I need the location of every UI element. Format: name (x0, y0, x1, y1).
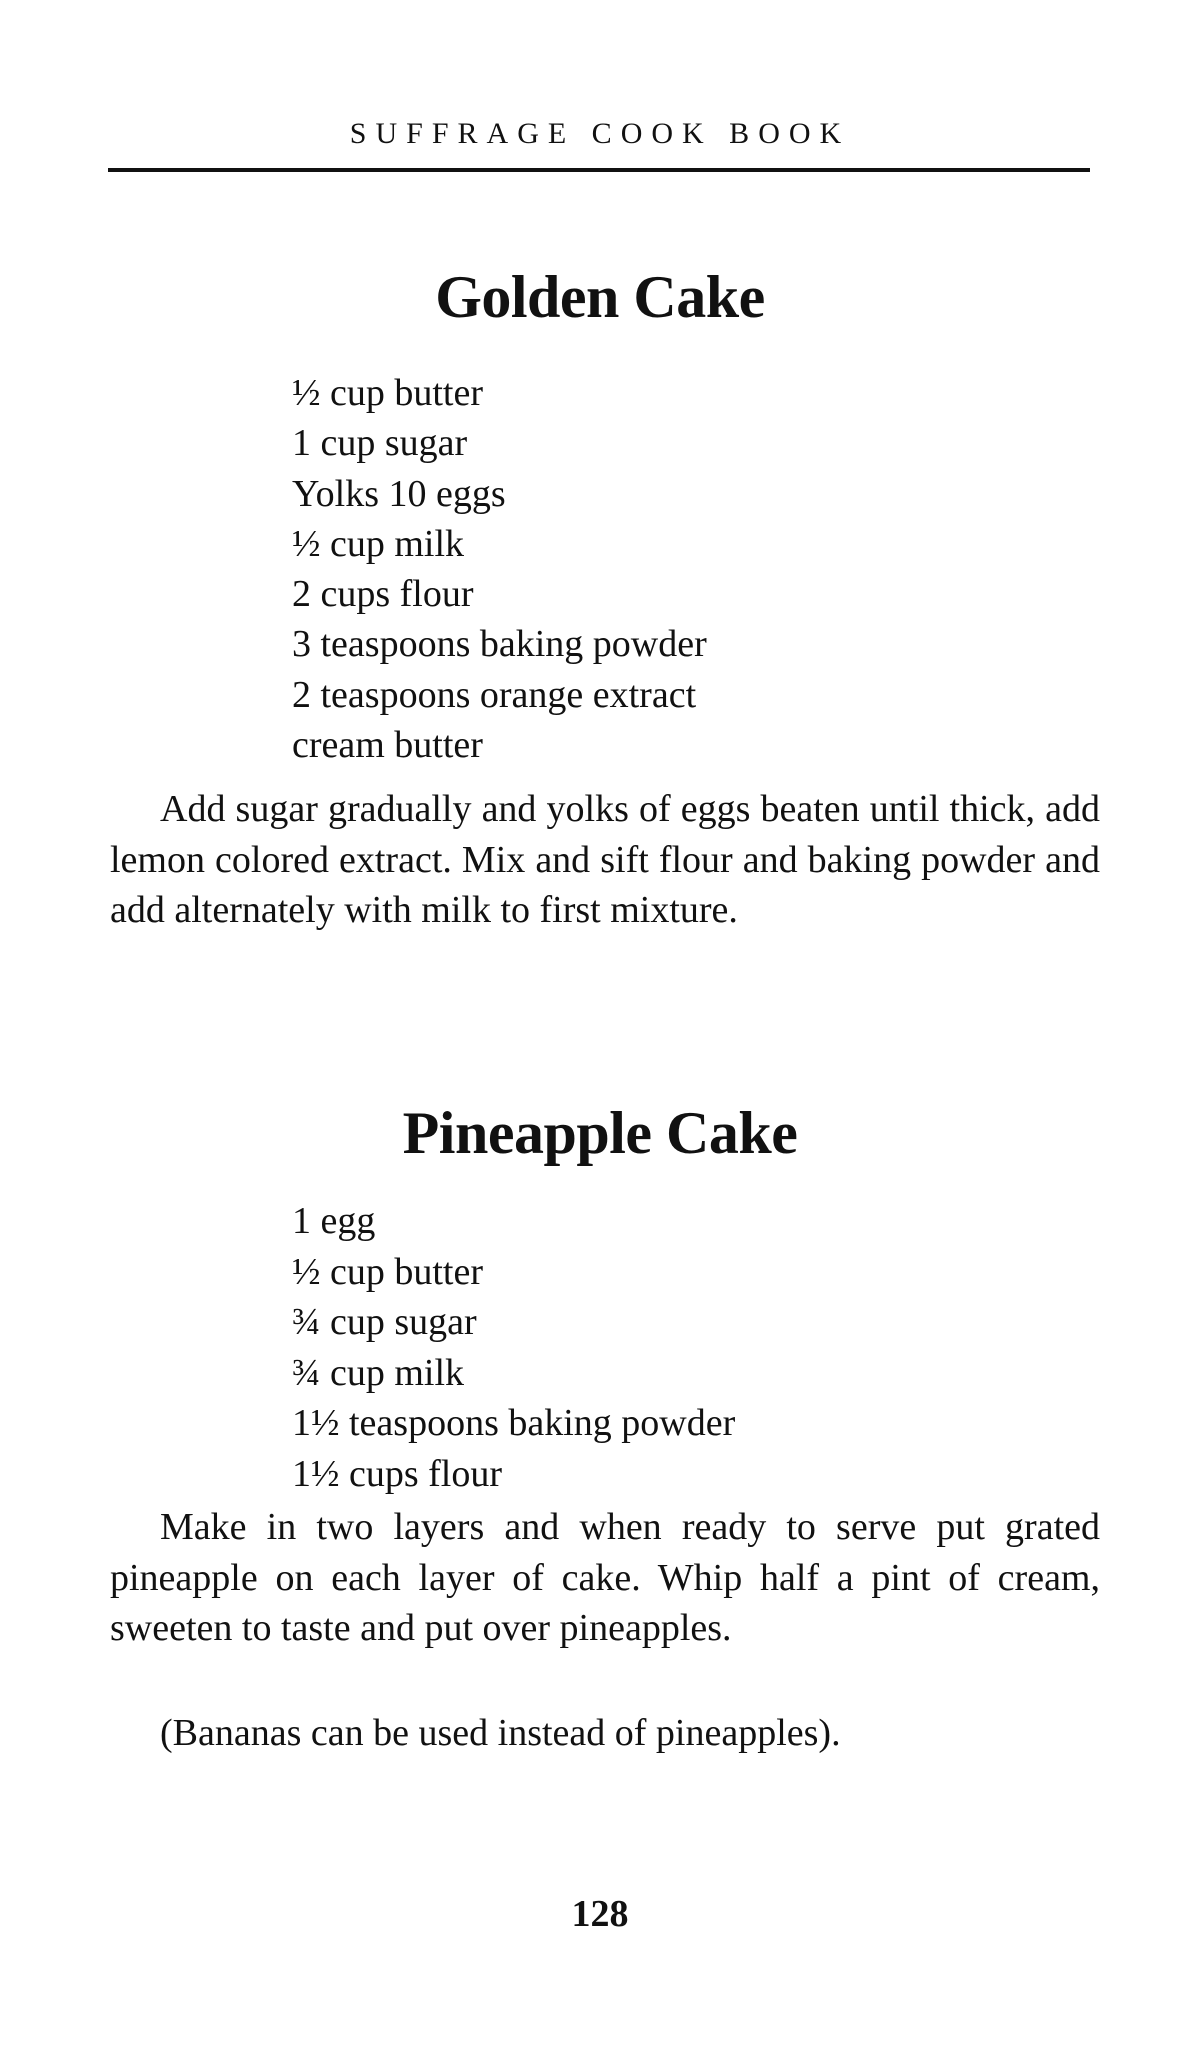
ingredient-item: Yolks 10 eggs (292, 472, 506, 515)
page-number: 128 (571, 1893, 629, 1935)
recipe-title-golden-cake: Golden Cake (435, 264, 765, 330)
ingredient-item: cream butter (292, 724, 483, 767)
ingredient-list-golden-cake (292, 368, 1052, 770)
directions-note-bananas: (Bananas can be used instead of pineapples). (160, 1712, 841, 1754)
ingredient-item: 1 cup sugar (292, 422, 468, 465)
ingredient-item: 2 teaspoons orange extract (292, 673, 697, 716)
directions-pineapple-cake: Make in two layers and when ready to serve put grated pineapple on each layer of cake. Whip half a pint of cream, sweeten to taste and put over pineapples. (110, 1506, 1100, 1649)
ingredient-item: ½ cup butter (292, 1250, 484, 1293)
directions-golden-cake: Add sugar gradually and yolks of eggs beaten until thick, add lemon colored extract. Mix and sift flour and baking powder and add alternately with milk to first mixture. (110, 788, 1100, 931)
ingredient-item: 1 egg (292, 1200, 376, 1242)
ingredient-item: ¾ cup milk (292, 1351, 465, 1394)
ingredient-item: 1½ teaspoons baking powder (292, 1402, 736, 1444)
ingredient-item: ¾ cup sugar (292, 1301, 477, 1343)
ingredient-list-pineapple-cake (292, 1196, 1052, 1499)
recipe-title-pineapple-cake: Pineapple Cake (402, 1100, 798, 1166)
running-head: SUFFRAGE COOK BOOK (349, 117, 851, 150)
ingredient-item: ½ cup milk (292, 522, 465, 565)
ingredient-item: 3 teaspoons baking powder (292, 623, 707, 666)
ingredient-item: ½ cup butter (292, 372, 484, 414)
ingredient-item: 1½ cups flour (292, 1452, 503, 1495)
ingredient-item: 2 cups flour (292, 573, 474, 616)
header-rule (108, 168, 1090, 172)
